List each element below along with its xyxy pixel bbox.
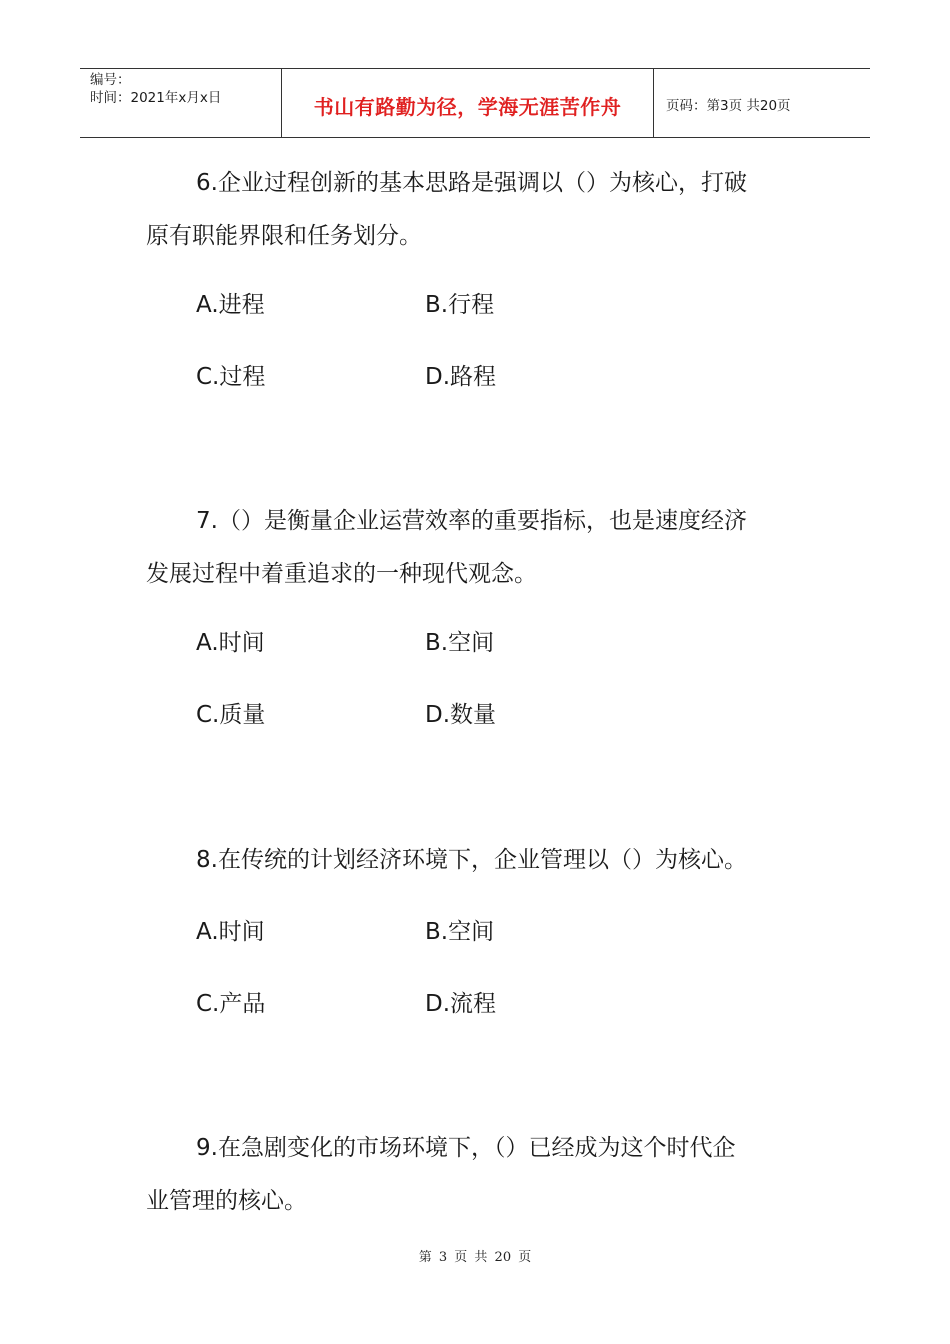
question-stem-line1: 8.在传统的计划经济环境下，企业管理以（）为核心。 — [196, 847, 747, 873]
option-b: B.空间 — [425, 919, 495, 945]
page-footer: 第 3 页 共 20 页 — [418, 1250, 532, 1265]
option-a: A.时间 — [196, 630, 265, 656]
question-8 — [146, 834, 826, 887]
option-c: C.产品 — [196, 991, 266, 1017]
question-stem-line2: 原有职能界限和任务划分。 — [146, 223, 422, 249]
motto-text: 书山有路勤为径，学海无涯苦作舟 — [313, 94, 622, 119]
header-page-info — [654, 69, 870, 137]
question-stem-line2: 发展过程中着重追求的一种现代观念。 — [146, 561, 537, 587]
header-meta — [80, 69, 282, 137]
page-info-text: 页码：第3页 共20页 — [666, 98, 791, 114]
option-b: B.行程 — [425, 292, 495, 318]
option-a: A.时间 — [196, 919, 265, 945]
question-stem-line2: 业管理的核心。 — [146, 1188, 307, 1214]
option-a: A.进程 — [196, 292, 265, 318]
question-stem-line1: 6.企业过程创新的基本思路是强调以（）为核心，打破 — [196, 170, 747, 196]
time-label: 时间：2021年x月x日 — [90, 90, 222, 106]
option-d: D.数量 — [425, 702, 497, 728]
option-d: D.流程 — [425, 991, 497, 1017]
option-b: B.空间 — [425, 630, 495, 656]
question-stem-line1: 7.（）是衡量企业运营效率的重要指标，也是速度经济 — [196, 508, 747, 534]
option-d: D.路程 — [425, 364, 497, 390]
option-c: C.过程 — [196, 364, 266, 390]
header-motto — [282, 69, 654, 137]
question-6 — [146, 157, 826, 263]
page-header — [80, 68, 870, 138]
option-c: C.质量 — [196, 702, 266, 728]
question-9 — [146, 1122, 826, 1228]
question-7 — [146, 495, 826, 601]
question-stem-line1: 9.在急剧变化的市场环境下，（）已经成为这个时代企 — [196, 1135, 736, 1161]
number-label: 编号： — [90, 72, 131, 88]
